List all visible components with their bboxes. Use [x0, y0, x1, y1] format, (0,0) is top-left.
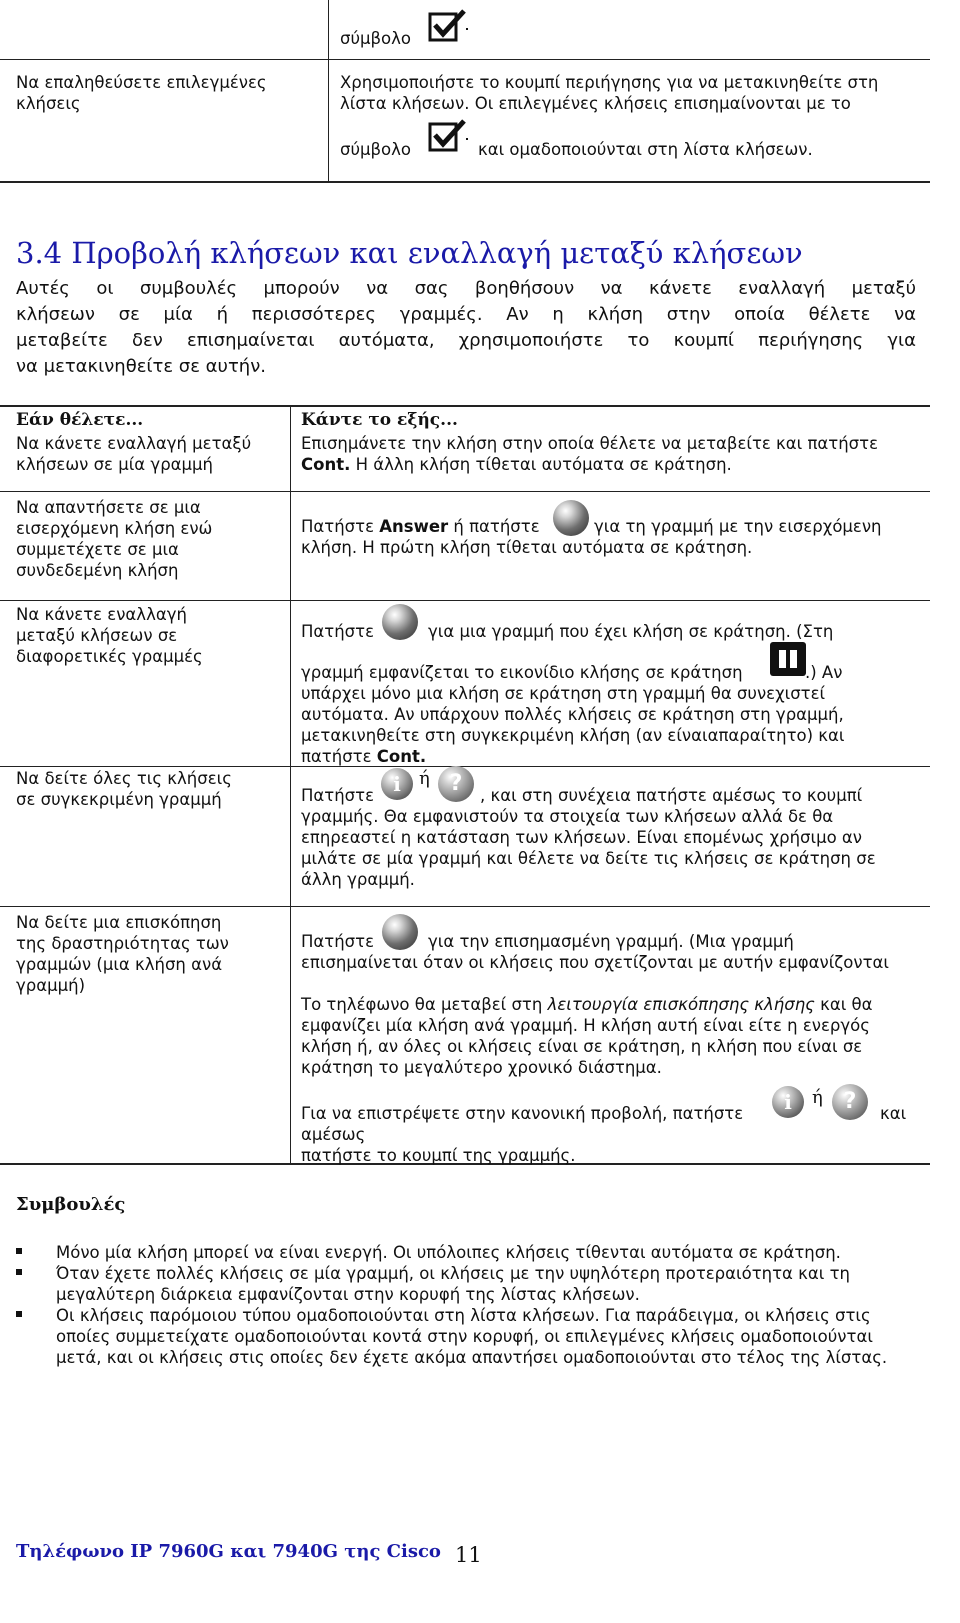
top-table-rule	[0, 59, 930, 60]
line-button-icon	[382, 604, 418, 640]
checkmark-symbol-icon	[428, 118, 468, 154]
table-top-rule	[0, 405, 930, 407]
tips-heading: Συμβουλές	[16, 1194, 126, 1215]
row-switch-lines-line2: γραμμή εμφανίζεται το εικονίδιο κλήσης σε κράτηση	[301, 663, 743, 682]
tip-item: Μόνο μία κλήση μπορεί να είναι ενεργή. Οι υπόλοιπες κλήσεις τίθενται αυτόματα σε κράτηση.	[56, 1243, 841, 1262]
top-table-divider	[328, 0, 329, 182]
section-intro: Αυτές οι συμβουλές μπορούν να σας βοηθήσουν να κάνετε εναλλαγή μεταξύ κλήσεων σε μία ή περισσότερες γραμμές. Αν η κλήση στην οποία θέλετε να μεταβείτε δεν επισημαίνεται αυτόματα, χρησιμοποιήστε το κουμπί περιήγησης για	[16, 278, 916, 351]
table-row-rule	[0, 600, 930, 601]
or-word: ή	[812, 1087, 823, 1108]
row-answer-incoming-label: Να απαντήσετε σε μια εισερχόμενη κλήση ενώ συμμετέχετε σε μια συνδεδεμένη κλήση	[16, 498, 213, 580]
table-row-rule	[0, 906, 930, 907]
row-overview-line2: επισημαίνεται όταν οι κλήσεις που σχετίζονται με αυτήν εμφανίζονται	[301, 953, 889, 972]
table-header-left: Εάν θέλετε...	[16, 410, 144, 430]
row-switch-lines-press: Πατήστε	[301, 622, 374, 641]
row-switch-lines-tail: για μια γραμμή που έχει κλήση σε κράτηση. (Στη	[428, 622, 834, 641]
checkmark-symbol-icon	[428, 8, 468, 44]
bullet-icon	[16, 1269, 22, 1275]
line-button-icon	[553, 500, 589, 536]
row-overview-press: Πατήστε	[301, 932, 374, 951]
row-overview-return-rest: αμέσως πατήστε το κουμπί της γραμμής.	[301, 1125, 576, 1165]
row-overview-tail: για την επισημασμένη γραμμή. (Μια γραμμή	[428, 932, 794, 951]
symbol-word: σύμβολο	[340, 140, 411, 159]
row-answer-incoming-line2: κλήση. Η πρώτη κλήση τίθεται αυτόματα σε κράτηση.	[301, 538, 753, 557]
tip-item: Όταν έχετε πολλές κλήσεις σε μία γραμμή, οι κλήσεις με την υψηλότερη προτεραιότητα και τη μεγαλύτερη διάρκεια εμφανίζονται στην κορυφή της λίστας κλήσεων.	[56, 1264, 850, 1304]
symbol-tail-text: και ομαδοποιούνται στη λίστα κλήσεων.	[478, 140, 813, 159]
verify-calls-instructions: Χρησιμοποιήστε το κουμπί περιήγησης για να μετακινηθείτε στη λίστα κλήσεων. Οι επιλεγμένες κλήσεις επισημαίνονται με το	[340, 73, 879, 113]
page-number: 11	[455, 1543, 482, 1567]
row-view-all-body: γραμμής. Θα εμφανιστούν τα στοιχεία των κλήσεων αλλά δε θα επηρεαστεί η κατάσταση των κλήσεων. Είναι επομένως χρήσιμο αν μιλάτε σε μία γραμμή και θέλετε να δείτε τις κλήσεις σε κράτηση σε άλλη γραμμή.	[301, 807, 876, 889]
row-overview-line3: Το τηλέφωνο θα μεταβεί στη λειτουργία επισκόπησης κλήσης και θα	[301, 995, 873, 1014]
verify-calls-label: Να επαληθεύσετε επιλεγμένες κλήσεις	[16, 73, 267, 113]
section-title: 3.4 Προβολή κλήσεων και εναλλαγή μεταξύ κλήσεων	[16, 236, 803, 270]
row-switch-lines-line2-end: .) Αν	[805, 663, 843, 682]
or-word: ή	[419, 768, 430, 789]
table-column-divider	[290, 407, 291, 1165]
row-view-all-tail: , και στη συνέχεια πατήστε αμέσως το κουμπί	[480, 786, 863, 805]
symbol-word: σύμβολο	[340, 29, 411, 48]
info-i-icon: i	[381, 768, 413, 800]
tip-item: Οι κλήσεις παρόμοιου τύπου ομαδοποιούνται στη λίστα κλήσεων. Για παράδειγμα, οι κλήσεις στις οποίες συμμετείχατε ομαδοποιούνται κοντά στην κορυφή, οι επιλεγμένες κλήσεις ομαδοποιούνται μετά, και οι κλήσεις στις οποίες δεν έχετε ακόμα απαντήσει ομαδοποιούνται στο τέλος της λίστας.	[56, 1306, 888, 1367]
info-i-icon: i	[772, 1086, 804, 1118]
hold-icon	[770, 642, 806, 676]
table-header-right: Κάντε το εξής...	[301, 410, 458, 430]
row-view-all-press: Πατήστε	[301, 786, 374, 805]
line-button-icon	[382, 914, 418, 950]
row-switch-same-line-label: Να κάνετε εναλλαγή μεταξύ κλήσεων σε μία γραμμή	[16, 434, 252, 474]
and-word: και	[880, 1104, 907, 1123]
help-question-icon: ?	[438, 766, 474, 802]
row-switch-same-line-steps: Επισημάνετε την κλήση στην οποία θέλετε να μεταβείτε και πατήστε Cont. Η άλλη κλήση τίθεται αυτόματα σε κράτηση.	[301, 434, 878, 474]
footer-title: Τηλέφωνο IP 7960G και 7940G της Cisco	[16, 1541, 441, 1562]
help-question-icon: ?	[832, 1084, 868, 1120]
row-answer-incoming-tail: για τη γραμμή με την εισερχόμενη	[594, 517, 882, 536]
row-overview-label: Να δείτε μια επισκόπηση της δραστηριότητας των γραμμών (μια κλήση ανά γραμμή)	[16, 913, 229, 995]
bullet-icon	[16, 1248, 22, 1254]
section-intro-last: να μετακινηθείτε σε αυτήν.	[16, 356, 266, 377]
bullet-icon	[16, 1311, 22, 1317]
row-switch-lines-body: υπάρχει μόνο μια κλήση σε κράτηση στη γραμμή θα συνεχιστεί αυτόματα. Αν υπάρχουν πολλές κλήσεις σε κράτηση στη γραμμή, μετακινηθείτε στη συγκεκριμένη κλήση (αν είναιαπαραίτητο) και πατήστε Cont.	[301, 684, 845, 766]
row-view-all-label: Να δείτε όλες τις κλήσεις σε συγκεκριμένη γραμμή	[16, 769, 232, 809]
row-overview-body: εμφανίζει μία κλήση ανά γραμμή. Η κλήση αυτή είναι είτε η ενεργός κλήση ή, αν όλες οι κλήσεις είναι σε κράτηση, η κλήση που είναι σε κράτηση το μεγαλύτερο χρονικό διάστημα.	[301, 1016, 870, 1077]
table-row-rule	[0, 491, 930, 492]
row-overview-return: Για να επιστρέψετε στην κανονική προβολή, πατήστε	[301, 1104, 744, 1123]
row-answer-incoming-steps: Πατήστε Answer ή πατήστε	[301, 517, 540, 536]
top-table-bottom-rule	[0, 181, 930, 183]
row-switch-lines-label: Να κάνετε εναλλαγή μεταξύ κλήσεων σε διαφορετικές γραμμές	[16, 605, 203, 666]
